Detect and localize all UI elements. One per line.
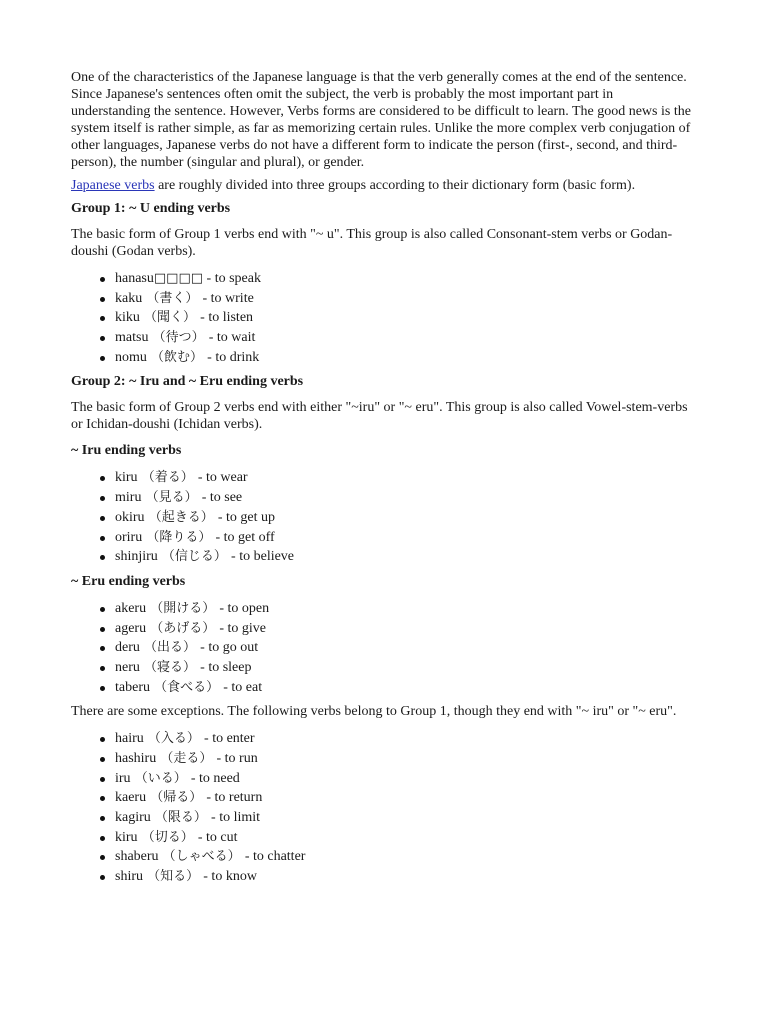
iru-verb-list	[71, 468, 691, 566]
verb-list-item	[115, 468, 691, 488]
verb-kana: （見る）	[141, 490, 202, 506]
verb-list-item	[115, 528, 691, 548]
verb-romaji: kagiru	[115, 810, 151, 826]
verb-meaning: - to know	[203, 869, 257, 885]
verb-kana: （書く）	[142, 290, 203, 306]
verb-romaji: kaku	[115, 290, 143, 306]
verb-romaji: akeru	[115, 600, 147, 616]
verb-meaning: - to limit	[211, 810, 261, 826]
verb-list-item	[115, 808, 691, 828]
verb-kana: （いる）	[130, 770, 191, 786]
verb-kana: （入る）	[143, 731, 205, 747]
verb-kana: （しゃべる）	[158, 849, 245, 865]
verb-kana: （あげる）	[146, 620, 220, 636]
verb-romaji: hashiru	[115, 751, 157, 766]
groups-intro	[71, 177, 691, 194]
verb-kana: （起きる）	[144, 509, 218, 525]
verb-meaning: - to chatter	[244, 849, 306, 865]
verb-kana: （切る）	[137, 829, 198, 845]
verb-list-item	[115, 638, 691, 658]
verb-kana: （食べる）	[149, 679, 224, 695]
verb-romaji: deru	[115, 640, 140, 656]
verb-meaning: - to listen	[200, 310, 254, 326]
verb-kana: （着る）	[137, 470, 198, 486]
verb-romaji: hanasu	[115, 271, 154, 286]
verb-kana: （待つ）	[148, 330, 209, 346]
group1-heading: Group 1: ~ U ending verbs	[71, 201, 231, 216]
verb-meaning: - to sleep	[200, 659, 252, 675]
verb-kana: （開ける）	[146, 600, 220, 616]
group2-heading: Group 2: ~ Iru and ~ Eru ending verbs	[71, 374, 304, 390]
verb-meaning: - to believe	[231, 549, 295, 565]
verb-list-item	[115, 658, 691, 678]
verb-meaning: - to see	[201, 490, 243, 506]
groups-intro-text: are roughly divided into three groups according to their dictionary form (basic form).	[154, 178, 636, 193]
verb-list-item	[115, 269, 691, 289]
group1-verb-list	[71, 269, 691, 367]
verb-list-item	[115, 847, 691, 867]
japanese-verbs-link[interactable]: Japanese verbs	[71, 178, 155, 193]
verb-meaning: - to wear	[197, 470, 248, 486]
verb-meaning: - to speak	[203, 271, 261, 286]
verb-romaji: neru	[115, 659, 140, 675]
group1-description: The basic form of Group 1 verbs end with "~ u". This group is also called Consonant-stem verbs or Godan-doushi (Godan verbs).	[71, 227, 673, 259]
verb-romaji: kaeru	[115, 790, 147, 806]
verb-kana: （知る）	[143, 869, 204, 885]
verb-meaning: - to open	[219, 600, 270, 616]
exceptions-verb-list	[71, 729, 691, 887]
verb-meaning: - to eat	[223, 679, 263, 695]
verb-list-item	[115, 749, 691, 769]
group2-description: The basic form of Group 2 verbs end with either "~iru" or "~ eru". This group is also called Vowel-stem-verbs or Ichidan-doushi (Ichidan verbs).	[71, 400, 688, 433]
verb-meaning: - to get off	[215, 529, 275, 545]
verb-romaji: iru	[115, 770, 131, 786]
verb-kana: （帰る）	[146, 790, 207, 806]
verb-romaji: kiku	[115, 310, 140, 326]
verb-list-item	[115, 678, 691, 698]
verb-meaning: - to run	[216, 751, 258, 766]
verb-meaning: - to go out	[200, 640, 259, 656]
intro-paragraph: One of the characteristics of the Japanese language is that the verb generally comes at the end of the sentence. Since Japanese's sentences often omit the subject, the verb is probably the most important part in understanding the sentence. However, Verbs forms are considered to be difficult to learn. The good news is the system itself is rather simple, as far as memorizing certain rules. Unlike the more complex verb conjugation of other languages, Japanese verbs do not have a different form to indicate the person (first-, second, and third-person), the number (singular and plural), or gender.	[71, 70, 691, 170]
verb-list-item	[115, 488, 691, 508]
verb-list-item	[115, 867, 691, 887]
verb-romaji: hairu	[115, 731, 144, 747]
verb-romaji: miru	[115, 490, 142, 506]
verb-romaji: kiru	[115, 829, 138, 845]
iru-heading: ~ Iru ending verbs	[71, 443, 182, 459]
exceptions-description: There are some exceptions. The following verbs belong to Group 1, though they end with "~ iru" or "~ eru".	[71, 704, 677, 720]
verb-list-item	[115, 788, 691, 808]
verb-romaji: matsu	[115, 330, 149, 346]
verb-list-item	[115, 619, 691, 639]
verb-list-item	[115, 508, 691, 528]
verb-list-item	[115, 599, 691, 619]
verb-romaji: shiru	[115, 869, 143, 885]
verb-kana: （限る）	[150, 810, 212, 826]
verb-romaji: okiru	[115, 509, 145, 525]
eru-heading: ~ Eru ending verbs	[71, 573, 186, 589]
verb-list-item	[115, 828, 691, 848]
verb-romaji: shaberu	[115, 849, 159, 865]
verb-kana: （走る）	[156, 751, 217, 766]
verb-romaji: kiru	[115, 470, 138, 486]
verb-list-item	[115, 348, 691, 368]
verb-meaning: - to return	[206, 790, 263, 806]
verb-meaning: - to wait	[208, 330, 256, 346]
document-body	[71, 69, 691, 887]
verb-meaning: - to cut	[197, 829, 238, 845]
verb-kana: （飲む）	[146, 349, 208, 365]
verb-kana: （信じる）	[157, 549, 232, 565]
verb-kana: （寝る）	[139, 659, 201, 675]
verb-list-item	[115, 729, 691, 749]
verb-list-item	[115, 308, 691, 328]
verb-meaning: - to get up	[217, 509, 275, 525]
verb-meaning: - to give	[219, 620, 267, 636]
verb-kana: □□□□	[153, 271, 204, 286]
eru-verb-list	[71, 599, 691, 697]
verb-romaji: taberu	[115, 679, 150, 695]
verb-meaning: - to drink	[207, 349, 260, 365]
verb-romaji: ageru	[115, 620, 147, 636]
verb-kana: （降りる）	[142, 529, 216, 545]
verb-meaning: - to enter	[204, 731, 255, 747]
verb-list-item	[115, 547, 691, 567]
verb-list-item	[115, 769, 691, 789]
verb-list-item	[115, 289, 691, 309]
verb-kana: （出る）	[139, 640, 201, 656]
verb-kana: （聞く）	[139, 310, 201, 326]
verb-romaji: shinjiru	[115, 549, 158, 565]
verb-meaning: - to need	[190, 770, 240, 786]
verb-romaji: nomu	[115, 349, 147, 365]
verb-meaning: - to write	[202, 290, 254, 306]
verb-romaji: oriru	[115, 529, 143, 545]
verb-list-item	[115, 328, 691, 348]
